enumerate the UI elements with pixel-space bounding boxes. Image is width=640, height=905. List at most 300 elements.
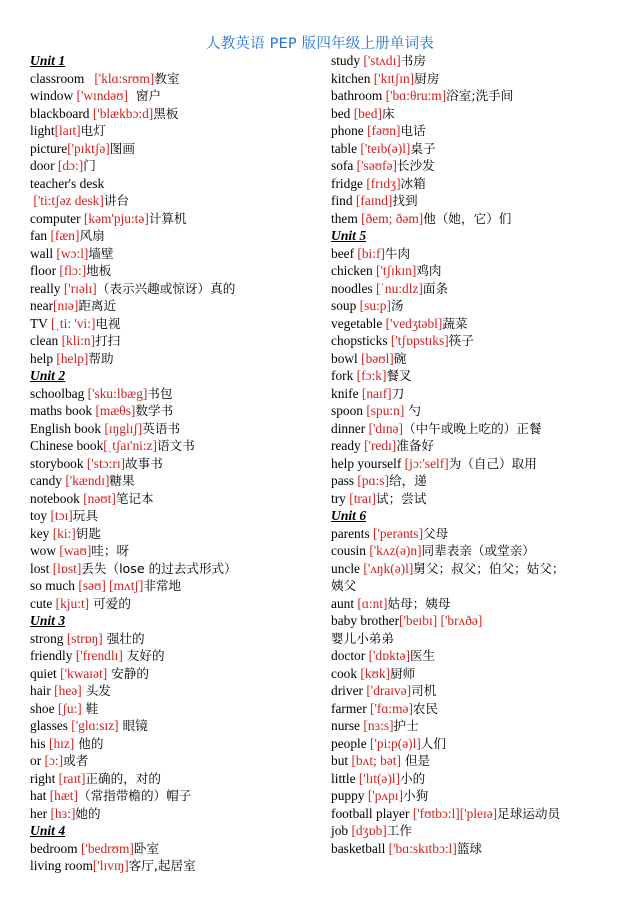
meaning: 人们 [420, 735, 446, 751]
meaning: 鞋 [81, 700, 99, 716]
pronunciation: [tɔɪ] [50, 508, 73, 523]
meaning: 风扇 [79, 228, 105, 243]
word-entry [30, 140, 320, 158]
meaning: 安静的 [107, 665, 149, 681]
word-entry [30, 857, 320, 875]
pronunciation: [help] [56, 350, 89, 366]
pronunciation: [laɪt] [54, 123, 81, 138]
pronunciation: [fæn] [50, 228, 80, 243]
word: football player [331, 805, 413, 821]
word: wall [30, 245, 57, 261]
word-entry [331, 735, 631, 753]
word-entry [30, 752, 320, 770]
word: glasses [30, 718, 72, 733]
word: or [30, 753, 45, 768]
meaning: 筷子 [448, 333, 474, 348]
meaning: 足球运动员 [497, 805, 561, 821]
meaning: 门 [83, 158, 96, 173]
pronunciation: ['stɔ:rɪ] [86, 455, 126, 471]
meaning: 玩具 [72, 508, 98, 523]
meaning: 地板 [86, 263, 112, 278]
word: job [331, 823, 352, 838]
meaning: 书包 [147, 385, 173, 401]
word-entry [331, 315, 631, 333]
pronunciation: [jɔ:'self] [404, 455, 449, 471]
word-entry [331, 595, 631, 613]
word: driver [331, 683, 367, 698]
unit-label: Unit 6 [331, 508, 367, 523]
word: his [30, 735, 49, 751]
pronunciation: [hæt] [49, 788, 78, 803]
meaning: 黑板 [153, 105, 179, 121]
word-entry [30, 717, 320, 735]
pronunciation: ['tʃɪkɪn] [375, 263, 417, 278]
meaning: 笔记本 [115, 490, 154, 506]
word-entry [30, 437, 320, 455]
meaning: 餐叉 [386, 368, 412, 383]
word: study [331, 53, 364, 68]
meaning: 父母 [423, 525, 449, 541]
meaning: 蔬菜 [442, 315, 468, 331]
word-entry [30, 192, 320, 210]
pronunciation: ['kændɪ] [65, 473, 110, 488]
word-entry [30, 577, 320, 595]
pronunciation: ['kwaɪət] [60, 665, 108, 681]
unit-label: Unit 4 [30, 823, 66, 838]
pronunciation: [ki:] [52, 525, 76, 541]
word: floor [30, 263, 60, 278]
word-entry [30, 560, 320, 578]
word: blackboard [30, 105, 93, 121]
word: notebook [30, 490, 84, 506]
unit-label: Unit 3 [30, 613, 66, 628]
word-entry [331, 402, 631, 420]
unit-heading [30, 822, 320, 840]
meaning: 友好的 [122, 648, 165, 663]
word: hair [30, 683, 55, 698]
word-entry [30, 472, 320, 490]
word-entry [30, 647, 320, 665]
word-entry [30, 630, 320, 648]
pronunciation: ['draɪvə] [366, 683, 412, 698]
word-entry [331, 87, 631, 105]
pronunciation: [pɑ:s] [357, 473, 389, 488]
word-entry [30, 315, 320, 333]
meaning: 刀 [391, 385, 405, 401]
word: living room [30, 858, 93, 873]
word: puppy [331, 788, 368, 803]
word-entry [331, 525, 631, 543]
pronunciation: ['bɑ:θru:m] [385, 88, 447, 103]
pronunciation: [lɒst] [52, 560, 82, 576]
word-entry [331, 140, 631, 158]
word-entry [30, 210, 320, 228]
pronunciation: [wɔ:l] [56, 245, 89, 261]
word-entry [30, 385, 320, 403]
right-column [331, 52, 631, 857]
word: try [331, 490, 350, 506]
meaning: 卧室 [133, 840, 160, 856]
meaning: 糖果 [109, 473, 135, 488]
word-entry [331, 52, 631, 70]
meaning: 同辈表亲（或堂亲） [421, 543, 535, 558]
meaning: 鸡肉 [416, 263, 442, 278]
unit-heading [30, 52, 320, 70]
word: pass [331, 473, 358, 488]
meaning: 电话 [400, 123, 426, 138]
word: beef [331, 245, 358, 261]
meaning: 故事书 [125, 455, 163, 471]
meaning: 桌子 [410, 140, 436, 156]
pronunciation: ['redɪ] [364, 438, 397, 453]
pronunciation: [naɪf] [361, 385, 392, 401]
meaning: 距离近 [78, 298, 117, 313]
word-entry [30, 840, 320, 858]
meaning: 篮球 [456, 840, 483, 856]
word: schoolbag [30, 385, 88, 401]
meaning: 非常地 [143, 578, 182, 593]
meaning: 正确的，对的 [85, 770, 161, 786]
word: soup [331, 298, 360, 313]
word-entry [331, 280, 631, 298]
word-entry [331, 420, 631, 438]
meaning: 图画 [109, 140, 135, 156]
pronunciation: [flɔ:] [59, 263, 87, 278]
word-entry [30, 157, 320, 175]
word: spoon [331, 403, 367, 418]
unit-label: Unit 1 [30, 53, 66, 68]
meaning: 床 [381, 105, 395, 121]
word-entry [331, 752, 631, 770]
word-entry [30, 805, 320, 823]
word: dinner [331, 420, 369, 436]
word: really [30, 280, 64, 296]
meaning: 姑母；姨母 [387, 595, 451, 611]
word-entry [331, 840, 631, 858]
word-entry [331, 192, 631, 210]
word: so much [30, 578, 79, 593]
pronunciation: ['pɪktʃə] [67, 140, 110, 156]
page-title: 人教英语 PEP 版四年级上册单词表 [206, 36, 434, 52]
unit-heading [30, 367, 320, 385]
meaning: （中午或晚上吃的）正餐 [402, 420, 542, 436]
pronunciation: ['lɪt(ə)l] [358, 770, 400, 786]
meaning: 教室 [154, 70, 180, 86]
word-entry [30, 332, 320, 350]
word: them [331, 210, 362, 226]
word: computer [30, 210, 84, 226]
word-entry [331, 770, 631, 788]
word-entry [30, 735, 320, 753]
pronunciation: ['pi:p(ə)l] [370, 735, 421, 751]
meaning: 强壮的 [102, 630, 145, 646]
unit-heading [30, 612, 320, 630]
meaning: 讲台 [103, 193, 129, 208]
pronunciation: [ˈnu:dlz] [376, 280, 423, 296]
pronunciation: ['pʌpɪ] [367, 788, 403, 803]
pronunciation: [fəʊn] [367, 123, 401, 138]
meaning: 他的 [74, 735, 104, 751]
pronunciation: [raɪt] [58, 770, 86, 786]
word-entry [331, 805, 631, 823]
word-entry [30, 682, 320, 700]
word: bed [331, 105, 354, 121]
meaning: 但是 [400, 753, 431, 768]
pronunciation: [kju:t] [55, 595, 90, 611]
meaning: 为（自己）取用 [448, 455, 537, 471]
pronunciation: [waʊ] [59, 543, 92, 558]
pronunciation: [kli:n] [61, 333, 96, 348]
word-entry [331, 175, 631, 193]
meaning: 牛肉 [384, 245, 411, 261]
word-entry [331, 245, 631, 263]
word-entry [30, 455, 320, 473]
pronunciation: [traɪ] [349, 490, 376, 506]
pronunciation: [mæθs] [95, 403, 136, 418]
word-entry [331, 612, 631, 630]
word: cook [331, 665, 361, 681]
word: clean [30, 333, 62, 348]
word: bowl [331, 350, 362, 366]
word-entry [30, 350, 320, 368]
unit-label: Unit 5 [331, 228, 367, 243]
word: friendly [30, 648, 76, 663]
pronunciation: [hɜ:] [50, 805, 76, 821]
word-entry [30, 595, 320, 613]
meaning: 舅父；叔父；伯父；姑父； [413, 560, 565, 576]
meaning: 医生 [409, 648, 436, 663]
unit-label: Unit 2 [30, 368, 66, 383]
word: TV [30, 315, 51, 331]
meaning: 准备好 [396, 438, 435, 453]
word: noodles [331, 280, 377, 296]
pronunciation: ['lɪvɪŋ] [92, 858, 129, 873]
word: door [30, 158, 58, 173]
meaning: 电视 [95, 315, 121, 331]
word: find [331, 193, 356, 208]
word: right [30, 770, 59, 786]
word-entry [30, 175, 320, 193]
word-entry [30, 787, 320, 805]
word-entry [331, 822, 631, 840]
meaning: 小狗 [402, 788, 429, 803]
pronunciation: [nɜ:s] [363, 718, 394, 733]
word: key [30, 525, 53, 541]
pronunciation: [bi:f] [357, 245, 385, 261]
pronunciation: ['ʌŋk(ə)l] [363, 560, 414, 576]
word-entry [30, 402, 320, 420]
pronunciation: [dʒɒb] [351, 823, 387, 838]
meaning: 英语书 [142, 420, 181, 436]
pronunciation: [ɔ:] [44, 753, 64, 768]
pronunciation: [bəʊl] [361, 350, 394, 366]
meaning: 打扫 [95, 333, 121, 348]
word-entry [331, 717, 631, 735]
meaning: 头发 [81, 683, 111, 698]
word-entry [30, 665, 320, 683]
pronunciation: [strɒŋ] [66, 630, 103, 646]
meaning: 语文书 [157, 438, 195, 453]
word: fan [30, 228, 51, 243]
meaning: 眼镜 [118, 718, 148, 733]
meaning: 丢失（lose 的过去式形式） [81, 560, 237, 576]
word-entry [331, 472, 631, 490]
word-entry [30, 770, 320, 788]
word: basketball [331, 840, 389, 856]
word: bedroom [30, 840, 81, 856]
pronunciation: ['kɪtʃɪn] [373, 70, 415, 86]
word: aunt [331, 595, 358, 611]
meaning: 厨师 [390, 665, 416, 681]
pronunciation: ['blækbɔ:d] [92, 105, 154, 121]
pronunciation: ['vedʒtəbl] [385, 315, 443, 331]
pronunciation: [kʊk] [360, 665, 391, 681]
word-entry [30, 297, 320, 315]
word-entry [331, 367, 631, 385]
meaning: 哇；呀 [91, 543, 130, 558]
meaning: 汤 [390, 298, 404, 313]
word-entry [30, 490, 320, 508]
word: classroom [30, 70, 95, 86]
word: cute [30, 595, 56, 611]
meaning: 冰箱 [400, 175, 426, 191]
pronunciation: ['bedrʊm] [80, 840, 134, 856]
pronunciation: ['ti:tʃəz desk] [33, 193, 104, 208]
meaning: 厨房 [414, 70, 440, 86]
word-entry [30, 525, 320, 543]
pronunciation: ['fʊtbɔ:l]['pleɪə] [412, 805, 498, 821]
meaning: 勺 [404, 403, 421, 418]
word: window [30, 88, 77, 103]
word: storybook [30, 455, 87, 471]
word-entry [331, 122, 631, 140]
pronunciation: ['teɪb(ə)l] [360, 140, 411, 156]
meaning: 窗户 [127, 88, 162, 103]
pronunciation: [bed] [353, 105, 382, 121]
meaning: 面条 [422, 280, 449, 296]
word: cousin [331, 543, 370, 558]
word: strong [30, 630, 67, 646]
pronunciation: [nɪə] [53, 298, 79, 313]
word: chopsticks [331, 333, 391, 348]
pronunciation: [fɔ:k] [356, 368, 387, 383]
word: farmer [331, 700, 371, 716]
meaning: 客厅,起居室 [128, 858, 196, 873]
pronunciation: [heə] [54, 683, 82, 698]
word-entry [30, 105, 320, 123]
left-column [30, 52, 320, 875]
meaning: 帮助 [88, 350, 114, 366]
word: but [331, 753, 352, 768]
word: sofa [331, 158, 357, 173]
meaning: 他（她，它）们 [423, 210, 512, 226]
word-entry [331, 700, 631, 718]
word-entry [331, 647, 631, 665]
meaning: 计算机 [148, 210, 187, 226]
meaning: 数学书 [135, 403, 174, 418]
meaning: 浴室;洗手间 [446, 88, 514, 103]
meaning: 小的 [399, 770, 426, 786]
meaning: 电灯 [80, 123, 106, 138]
word: near [30, 298, 54, 313]
pronunciation: ['klɑ:srʊm] [94, 70, 155, 86]
pronunciation: ['tʃɒpstɪks] [390, 333, 449, 348]
pronunciation: ['sku:lbæg] [87, 385, 148, 401]
word: chicken [331, 263, 376, 278]
pronunciation: ['perənts] [373, 525, 424, 541]
word: doctor [331, 648, 369, 663]
meaning: 护士 [393, 718, 419, 733]
word: vegetable [331, 315, 386, 331]
word: phone [331, 123, 368, 138]
pronunciation: [frɪdʒ] [366, 175, 401, 191]
word: knife [331, 385, 362, 401]
word: hat [30, 788, 50, 803]
word: kitchen [331, 70, 374, 86]
word: fridge [331, 175, 367, 191]
meaning: （常指带檐的）帽子 [77, 788, 192, 803]
word: nurse [331, 718, 364, 733]
word-entry [331, 787, 631, 805]
word: table [331, 140, 361, 156]
word-entry [331, 210, 631, 228]
word-entry [331, 70, 631, 88]
word-entry [331, 490, 631, 508]
pronunciation: ['səʊfə] [356, 158, 397, 173]
word-entry [30, 542, 320, 560]
word: uncle [331, 560, 364, 576]
pronunciation: ['wɪndəʊ] [76, 88, 128, 103]
pronunciation: [bʌt; bət] [351, 753, 401, 768]
word-entry [30, 420, 320, 438]
meaning: 或者 [63, 753, 89, 768]
word: wow [30, 543, 60, 558]
word: lost [30, 560, 53, 576]
word-entry [331, 665, 631, 683]
meaning: 书房 [400, 53, 426, 68]
meaning: 找到 [392, 193, 418, 208]
pronunciation: [ɪŋglɪʃ] [104, 420, 143, 436]
word: toy [30, 508, 51, 523]
word: bathroom [331, 88, 386, 103]
meaning: 给，递 [388, 473, 427, 488]
word-entry [30, 245, 320, 263]
pronunciation: ['dɒktə] [368, 648, 410, 663]
word: people [331, 735, 371, 751]
word-entry [331, 630, 631, 648]
word-entry [331, 262, 631, 280]
pronunciation: [faɪnd] [355, 193, 393, 208]
word: maths book [30, 403, 96, 418]
pronunciation: ['rɪəlɪ] [63, 280, 97, 296]
pronunciation: [kəm'pju:tə] [83, 210, 149, 226]
pronunciation: ['beɪbɪ] ['brʌðə] [399, 613, 483, 628]
word: light [30, 123, 55, 138]
meaning: 钥匙 [75, 525, 101, 541]
word-entry [331, 332, 631, 350]
pronunciation: [dɔ:] [57, 158, 84, 173]
word: Chinese book [30, 438, 104, 453]
pronunciation: [spu:n] [366, 403, 405, 418]
word-entry [30, 70, 320, 88]
word: picture [30, 140, 68, 156]
pronunciation: ['glɑ:sɪz] [71, 718, 119, 733]
pronunciation: ['fɑ:mə] [370, 700, 413, 716]
word-entry [331, 297, 631, 315]
word: shoe [30, 700, 58, 716]
meaning: 碗 [393, 350, 407, 366]
pronunciation: [su:p] [359, 298, 391, 313]
